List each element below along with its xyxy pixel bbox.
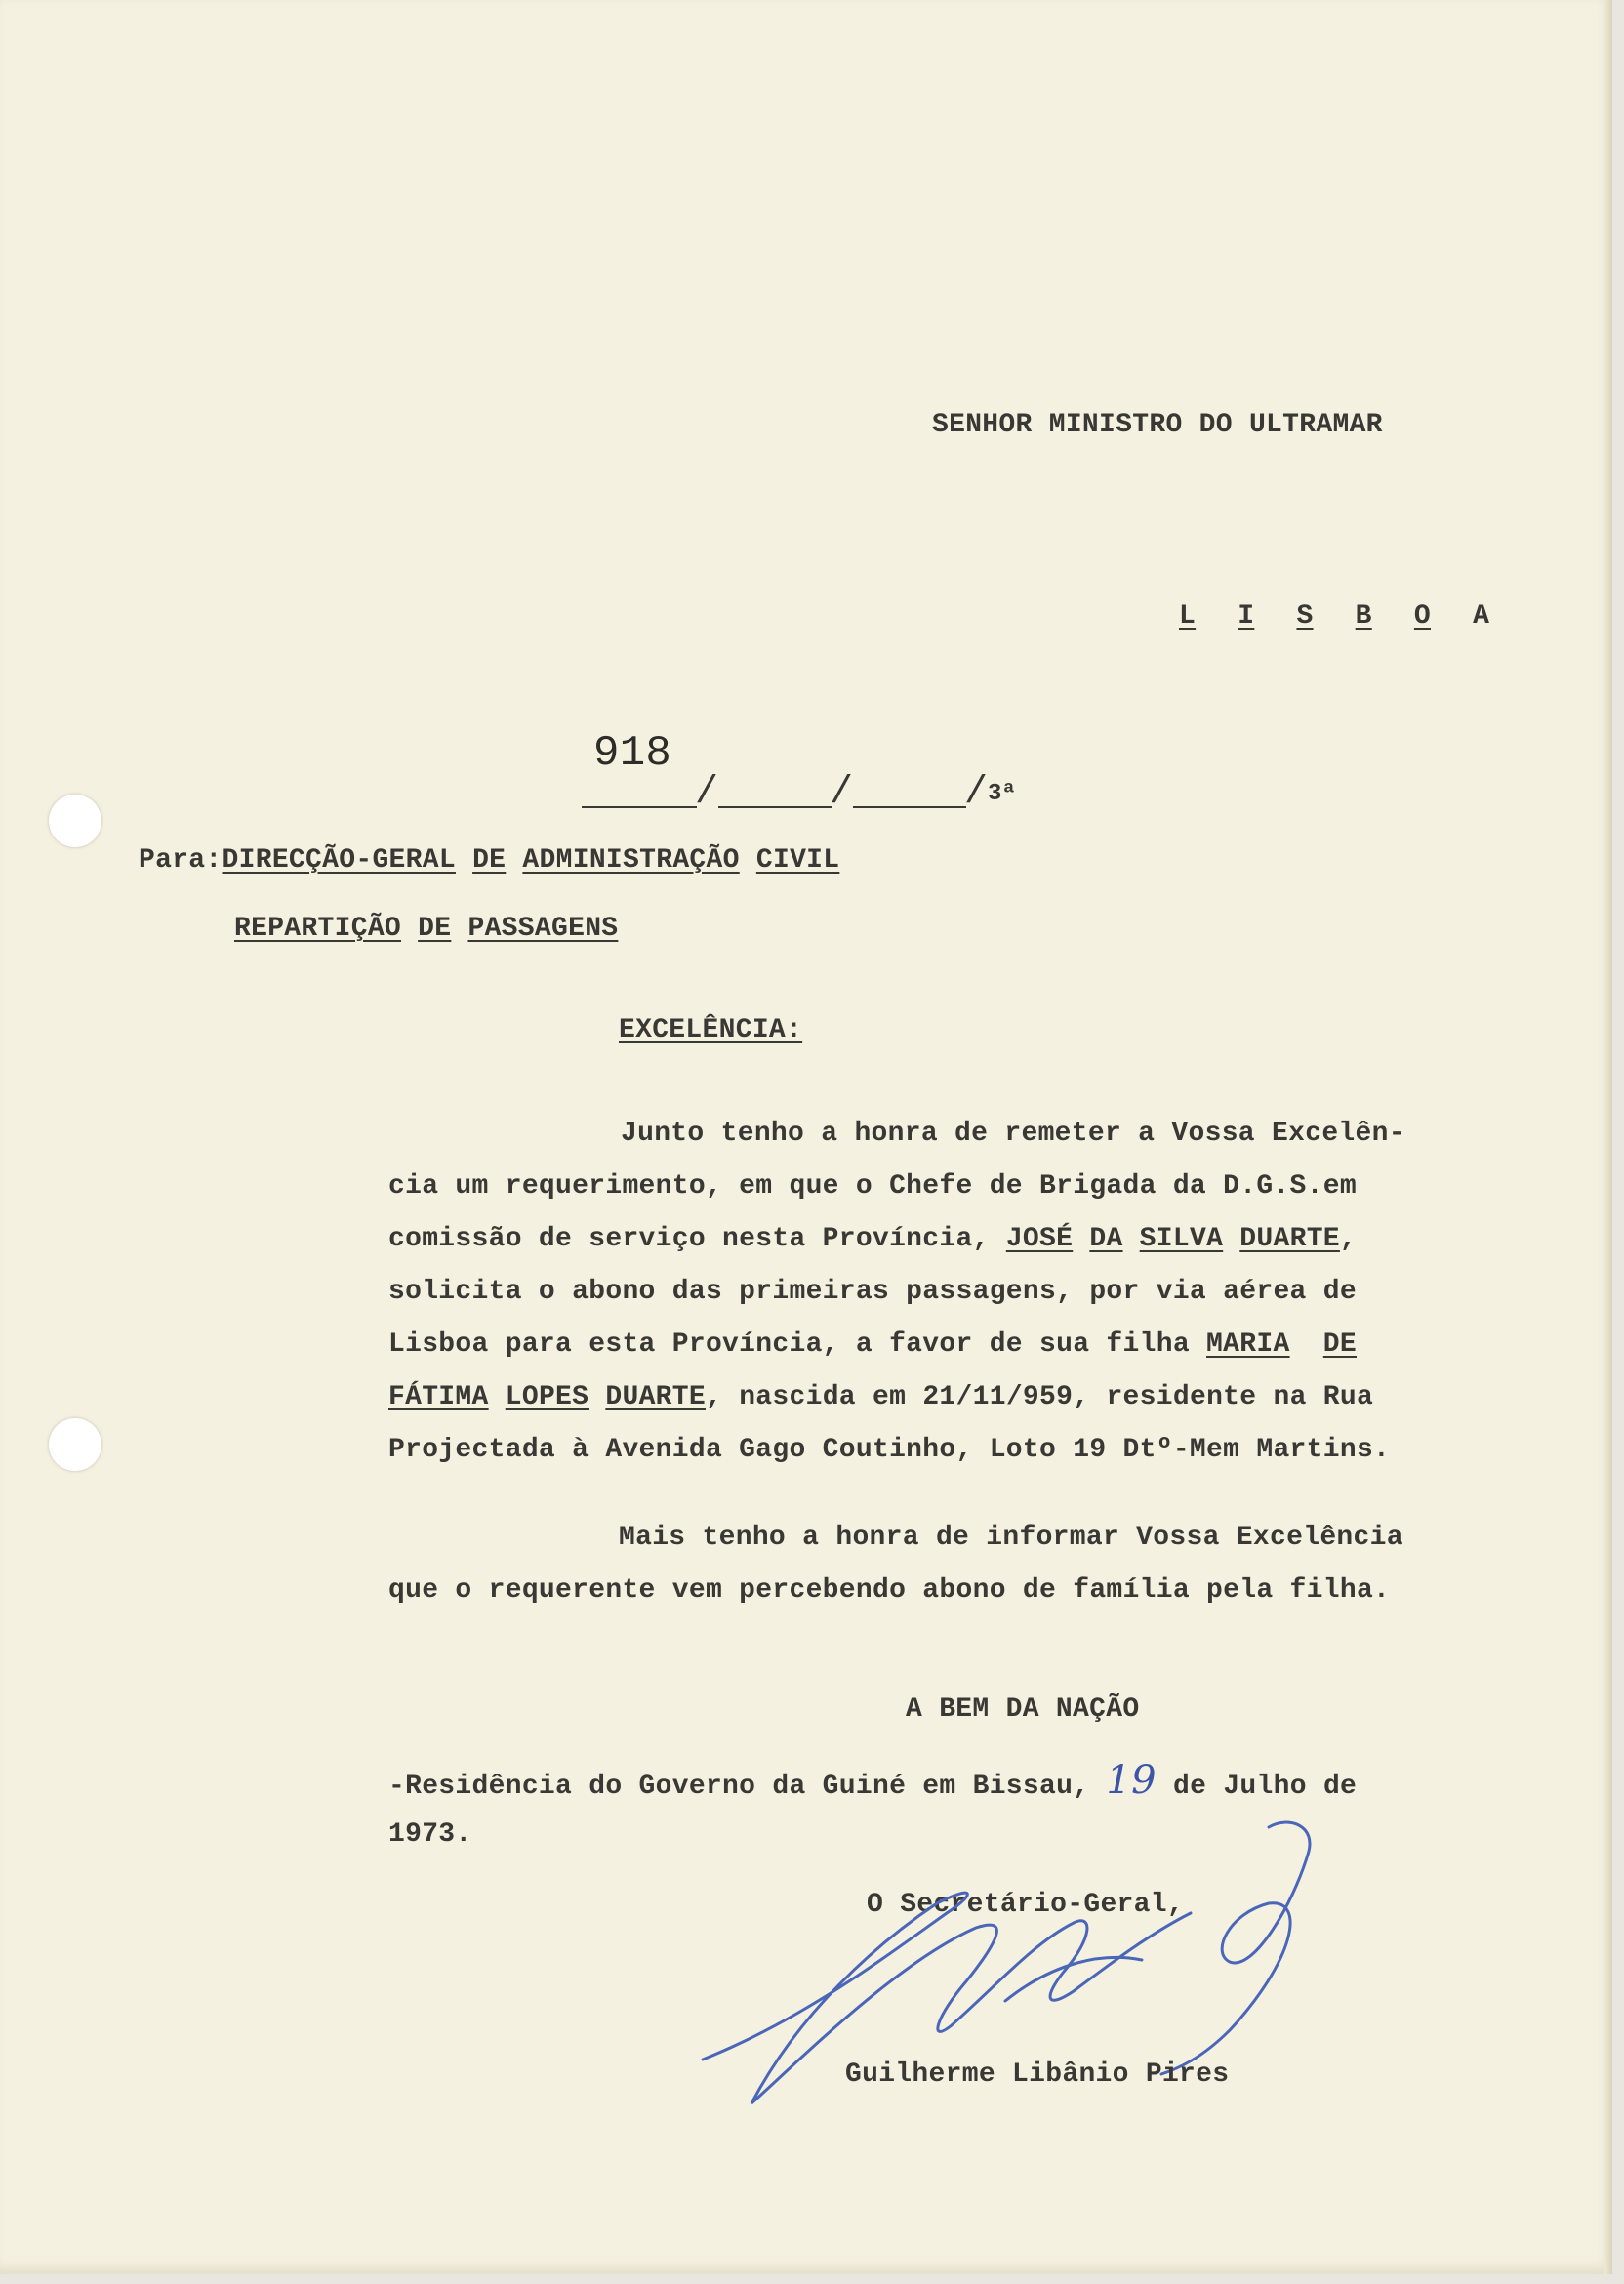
para-line-1 (139, 845, 839, 877)
name-word: JOSÉ (1005, 1224, 1074, 1254)
name-word: DE (1322, 1329, 1357, 1360)
city-letter: L (1179, 601, 1197, 632)
signature-stroke (1005, 1957, 1142, 2001)
closing-motto: A BEM DA NAÇÃO (906, 1694, 1140, 1725)
name-word: MARIA (1206, 1329, 1290, 1360)
body-text: , (1339, 1224, 1358, 1254)
body-line: que o requerente vem percebendo abono de família pela filha. (388, 1575, 1391, 1606)
punch-hole-bottom (49, 1418, 102, 1471)
signatory-title: O Secretário-Geral, (867, 1890, 1184, 1920)
name-word: SILVA (1139, 1224, 1224, 1254)
closing-year: 1973. (388, 1819, 472, 1850)
city-letter: I (1238, 601, 1255, 632)
signature-stroke (1161, 1822, 1310, 2074)
para-line-2 (234, 914, 618, 945)
reference-blank-2 (718, 806, 832, 808)
body-text: Lisboa para esta Província, a favor de sua filha (388, 1329, 1207, 1360)
signatory-name: Guilherme Libânio Pires (845, 2060, 1230, 2090)
body-line: Junto tenho a honra de remeter a Vossa Excelên- (621, 1119, 1405, 1149)
closing-text: de Julho de (1156, 1772, 1358, 1802)
closing-place-date (388, 1758, 1358, 1803)
para-word: ADMINISTRAÇÃO (522, 845, 740, 876)
para-word: DE (472, 845, 507, 876)
reference-number: 918 (593, 729, 672, 778)
body-line (388, 1224, 1357, 1255)
handwritten-day: 19 (1106, 1758, 1157, 1803)
salutation (619, 1015, 802, 1046)
reference-slash: / (830, 771, 854, 815)
addressee-line: SENHOR MINISTRO DO ULTRAMAR (932, 410, 1383, 440)
body-line: cia um requerimento, em que o Chefe de Brigada da D.G.S.em (388, 1171, 1357, 1202)
name-word: DA (1089, 1224, 1123, 1254)
addressee-city (1179, 601, 1515, 632)
para-word: REPARTIÇÃO (234, 914, 402, 944)
para-word: DE (418, 914, 452, 944)
reference-slash: / (964, 771, 989, 815)
body-line: solicita o abono das primeiras passagens, por via aérea de (388, 1277, 1357, 1307)
para-word: CIVIL (755, 845, 840, 876)
city-letter: O (1413, 601, 1431, 632)
name-word: LOPES (505, 1382, 589, 1412)
body-line: Projectada à Avenida Gago Coutinho, Loto 19 Dtº-Mem Martins. (388, 1435, 1391, 1465)
para-word: PASSAGENS (467, 914, 619, 944)
reference-blank-3 (853, 806, 966, 808)
reference-suffix: 3ª (988, 781, 1017, 807)
reference-slash: / (695, 771, 719, 815)
city-letter: S (1296, 601, 1314, 632)
city-letter: B (1355, 601, 1372, 632)
punch-hole-top (49, 795, 102, 847)
para-label: Para: (139, 845, 223, 876)
body-line: Mais tenho a honra de informar Vossa Excelência (619, 1523, 1403, 1553)
closing-text: -Residência do Governo da Guiné em Bissau, (388, 1772, 1107, 1802)
name-word: FÁTIMA (388, 1382, 489, 1412)
body-text: , nascida em 21/11/959, residente na Rua (705, 1382, 1374, 1412)
city-letter: A (1473, 601, 1490, 632)
para-word: DIRECÇÃO-GERAL (222, 845, 456, 876)
name-word: DUARTE (1239, 1224, 1340, 1254)
body-line (388, 1329, 1357, 1361)
salutation-text: EXCELÊNCIA: (619, 1015, 803, 1045)
reference-blank-1 (582, 806, 697, 808)
name-word: DUARTE (605, 1382, 706, 1412)
body-text: comissão de serviço nesta Província, (388, 1224, 1006, 1254)
body-line (388, 1382, 1373, 1413)
